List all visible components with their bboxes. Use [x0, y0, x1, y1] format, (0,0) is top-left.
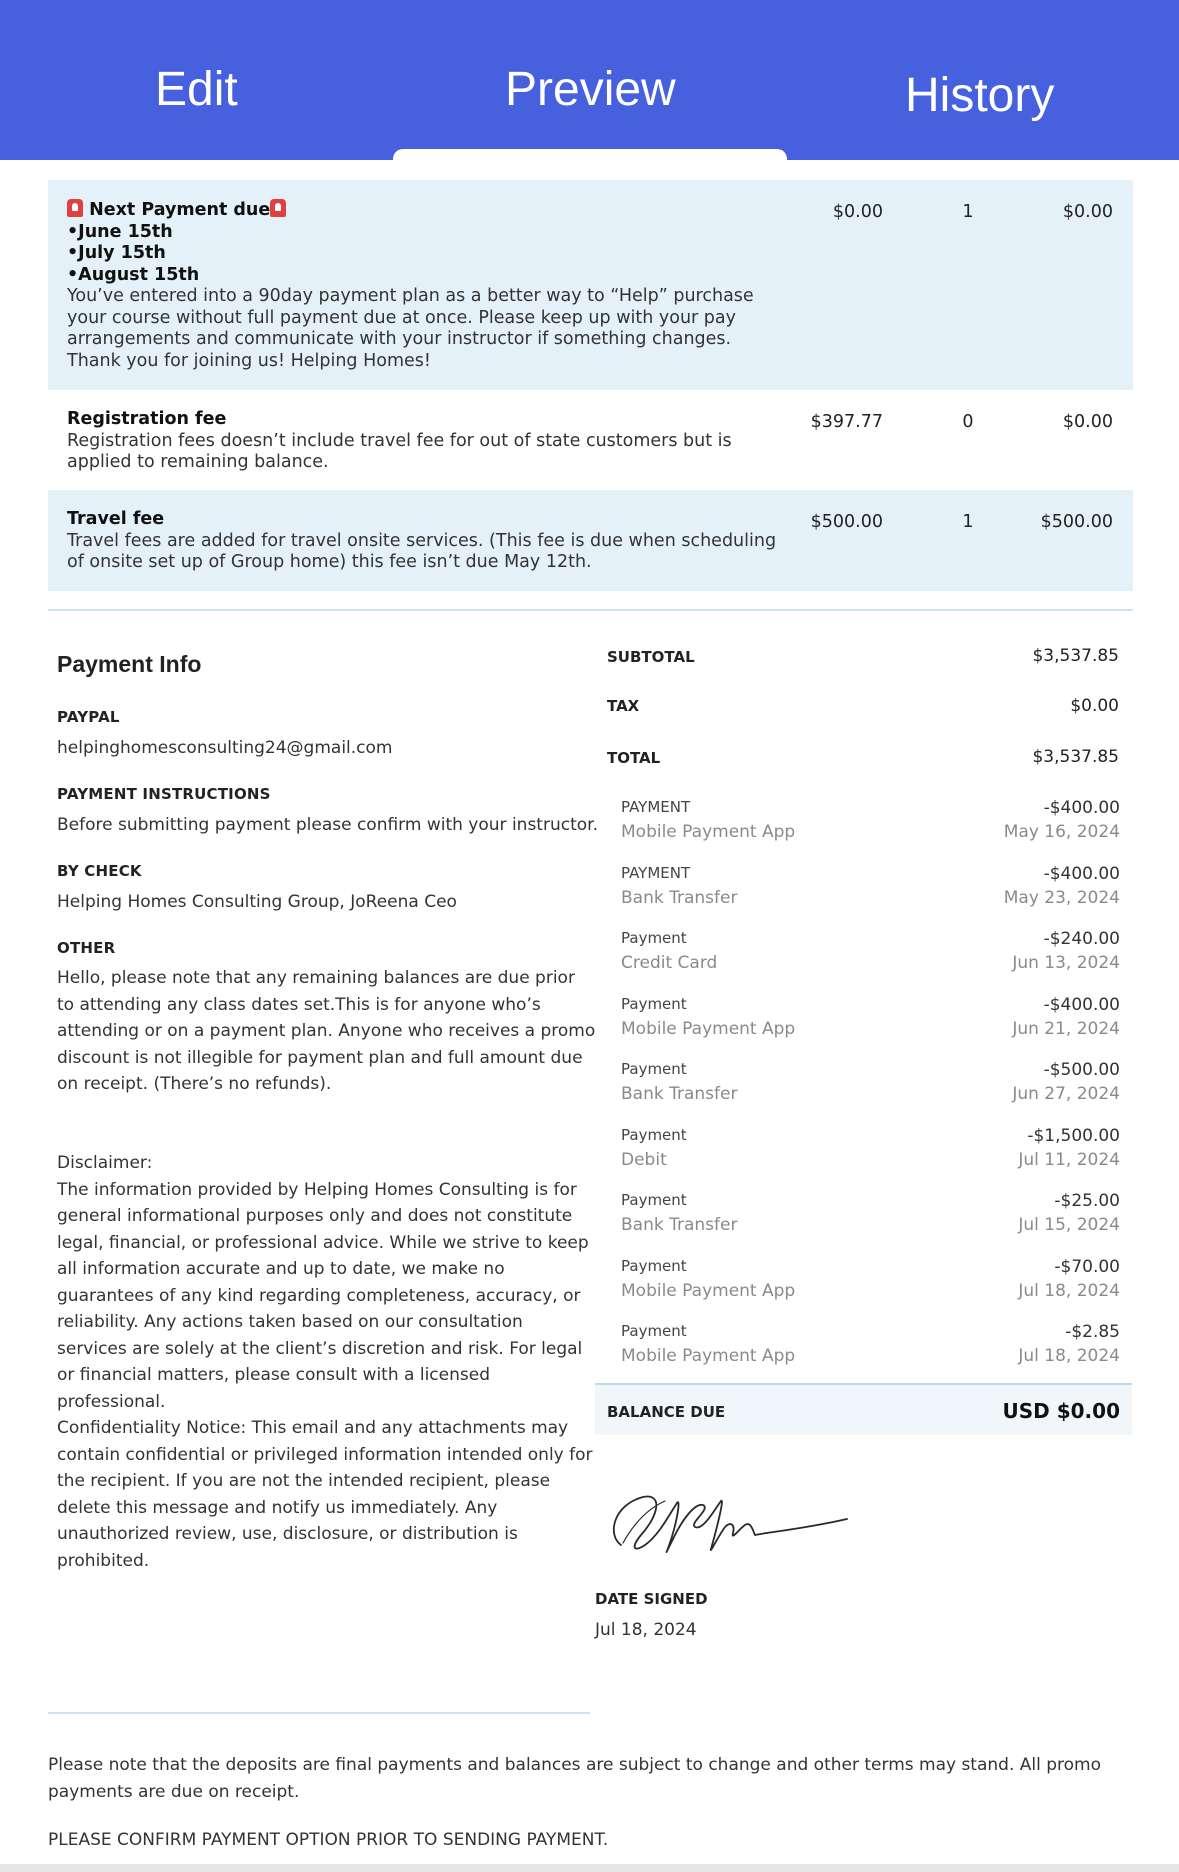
line-item-body: You’ve entered into a 90day payment plan as a better way to “Help” purchase your course without full payment due at once. Please keep up with your pay arrangements and communicate with your instructor if something changes. Thank you for joining us! Helping Homes! — [67, 286, 754, 371]
payment-method: Mobile Payment App — [621, 1346, 796, 1366]
payment-method: Debit — [621, 1150, 667, 1170]
paypal-email[interactable]: helpinghomesconsulting24@gmail.com — [57, 738, 393, 758]
footer-divider — [48, 1712, 590, 1714]
payment-entry — [595, 995, 1120, 1061]
payment-type: PAYMENT — [621, 798, 691, 816]
active-tab-indicator — [393, 149, 787, 163]
payment-amount: -$25.00 — [1054, 1191, 1120, 1211]
signature-image — [603, 1475, 863, 1565]
bottom-edge — [0, 1864, 1179, 1872]
payment-type: Payment — [621, 1322, 687, 1340]
subtotal-label: SUBTOTAL — [607, 648, 695, 666]
payment-entry — [595, 864, 1120, 930]
payment-type: Payment — [621, 1257, 687, 1275]
total-label: TOTAL — [607, 749, 661, 767]
line-item-title: Travel fee — [67, 509, 165, 529]
payment-date: Jun 21, 2024 — [1012, 1019, 1120, 1039]
payment-entry — [595, 798, 1120, 864]
line-item-amount: $500.00 — [1040, 512, 1113, 532]
payment-entry — [595, 929, 1120, 995]
payment-method: Mobile Payment App — [621, 822, 796, 842]
total-value: $3,537.85 — [1032, 747, 1119, 767]
line-item-travel — [48, 490, 1133, 591]
payment-amount: -$400.00 — [1043, 995, 1120, 1015]
by-check-label: BY CHECK — [57, 862, 142, 880]
payment-method: Mobile Payment App — [621, 1019, 796, 1039]
other-label: OTHER — [57, 939, 116, 957]
line-item-body: Travel fees are added for travel onsite services. (This fee is due when scheduling of onsite set up of Group home) this fee isn’t due May 12th. — [67, 530, 777, 572]
line-item-amount: $0.00 — [1062, 412, 1113, 432]
payment-info-heading: Payment Info — [57, 651, 202, 677]
balance-due-label: BALANCE DUE — [607, 1403, 726, 1421]
payment-date: Jul 18, 2024 — [1018, 1281, 1120, 1301]
payment-amount: -$500.00 — [1043, 1060, 1120, 1080]
payment-method: Credit Card — [621, 953, 718, 973]
line-item-qty: 0 — [962, 412, 974, 432]
payment-entry — [595, 1322, 1120, 1388]
line-item-qty: 1 — [962, 202, 974, 222]
line-item-body: Registration fees doesn’t include travel fee for out of state customers but is applied to remaining balance. — [67, 430, 732, 472]
tax-value: $0.00 — [1070, 696, 1119, 716]
line-item-title: Next Payment due — [89, 200, 271, 220]
payment-type: Payment — [621, 1191, 687, 1209]
line-item-description — [67, 409, 787, 474]
section-divider — [48, 609, 1133, 611]
payment-amount: -$70.00 — [1054, 1257, 1120, 1277]
payment-type: Payment — [621, 929, 687, 947]
line-item-price: $397.77 — [810, 412, 883, 432]
siren-icon — [270, 199, 286, 217]
payment-instructions-value: Before submitting payment please confirm with your instructor. — [57, 815, 598, 835]
bullet-date: •July 15th — [67, 243, 166, 263]
payment-date: Jul 15, 2024 — [1018, 1215, 1120, 1235]
top-tab-bar — [0, 0, 1179, 160]
by-check-value: Helping Homes Consulting Group, JoReena Ceo — [57, 892, 457, 912]
bullet-date: •June 15th — [67, 221, 173, 242]
date-signed-value: Jul 18, 2024 — [595, 1620, 697, 1640]
payment-method: Mobile Payment App — [621, 1281, 796, 1301]
balance-due-row — [595, 1383, 1132, 1435]
paypal-label: PAYPAL — [57, 708, 120, 726]
line-item-registration — [48, 390, 1133, 490]
payment-method: Bank Transfer — [621, 1215, 738, 1235]
line-item-amount: $0.00 — [1062, 202, 1113, 222]
payment-entry — [595, 1060, 1120, 1126]
tab-preview[interactable]: Preview — [505, 63, 676, 116]
payment-date: Jun 27, 2024 — [1012, 1084, 1120, 1104]
payment-amount: -$400.00 — [1043, 864, 1120, 884]
payment-method: Bank Transfer — [621, 1084, 738, 1104]
payment-entry — [595, 1257, 1120, 1323]
bullet-date: •August 15th — [67, 264, 200, 285]
tab-history[interactable]: History — [905, 69, 1055, 122]
payment-date: Jul 11, 2024 — [1018, 1150, 1120, 1170]
payment-date: Jul 18, 2024 — [1018, 1346, 1120, 1366]
payment-method: Bank Transfer — [621, 888, 738, 908]
balance-due-value: USD $0.00 — [1002, 1399, 1120, 1423]
other-value: Hello, please note that any remaining balances are due prior to attending any class dates set.This is for anyone who’s attending or on a payment plan. Anyone who receives a promo discount is not illegible for payment plan and full amount due on receipt. (There’s no refunds). — [57, 968, 596, 1094]
payment-amount: -$1,500.00 — [1027, 1126, 1120, 1146]
payment-amount: -$400.00 — [1043, 798, 1120, 818]
payment-date: Jun 13, 2024 — [1012, 953, 1120, 973]
subtotal-value: $3,537.85 — [1032, 646, 1119, 666]
payment-amount: -$2.85 — [1065, 1322, 1120, 1342]
payment-type: Payment — [621, 995, 687, 1013]
siren-icon — [67, 199, 83, 217]
payment-date: May 23, 2024 — [1003, 888, 1120, 908]
line-item-price: $500.00 — [810, 512, 883, 532]
line-item-qty: 1 — [962, 512, 974, 532]
confidentiality-notice: Confidentiality Notice: This email and any attachments may contain confidential or privileged information intended only for the recipient. If you are not the intended recipient, please delete this message and notify us immediately. Any unauthorized review, use, disclosure, or distribution is prohibited. — [57, 1418, 593, 1571]
tax-label: TAX — [607, 697, 640, 715]
line-item-description — [67, 199, 787, 372]
date-signed-label: DATE SIGNED — [595, 1590, 708, 1608]
payment-instructions-label: PAYMENT INSTRUCTIONS — [57, 785, 271, 803]
line-item-title: Registration fee — [67, 409, 227, 429]
line-item-description — [67, 509, 787, 574]
payment-amount: -$240.00 — [1043, 929, 1120, 949]
payment-type: Payment — [621, 1060, 687, 1078]
payment-entry — [595, 1191, 1120, 1257]
payment-entry — [595, 1126, 1120, 1192]
payment-date: May 16, 2024 — [1003, 822, 1120, 842]
payment-type: PAYMENT — [621, 864, 691, 882]
line-item-next-payment — [48, 180, 1133, 390]
tab-edit[interactable]: Edit — [155, 63, 238, 116]
footer-note: Please note that the deposits are final payments and balances are subject to change and other terms may stand. All promo payments are due on receipt. — [48, 1755, 1102, 1802]
line-item-price: $0.00 — [832, 202, 883, 222]
disclaimer: Disclaimer: The information provided by Helping Homes Consulting is for general informational purposes only and does not constitute legal, financial, or professional advice. While we strive to keep all information accurate and up to date, we make no guarantees of any kind regarding completeness, accuracy, or reliability. Any actions taken based on our consultation services are solely at the client’s discretion and risk. For legal or financial matters, please consult with a licensed professional. — [57, 1153, 589, 1412]
payment-type: Payment — [621, 1126, 687, 1144]
footer-confirm-notice: PLEASE CONFIRM PAYMENT OPTION PRIOR TO SENDING PAYMENT. — [48, 1830, 609, 1850]
